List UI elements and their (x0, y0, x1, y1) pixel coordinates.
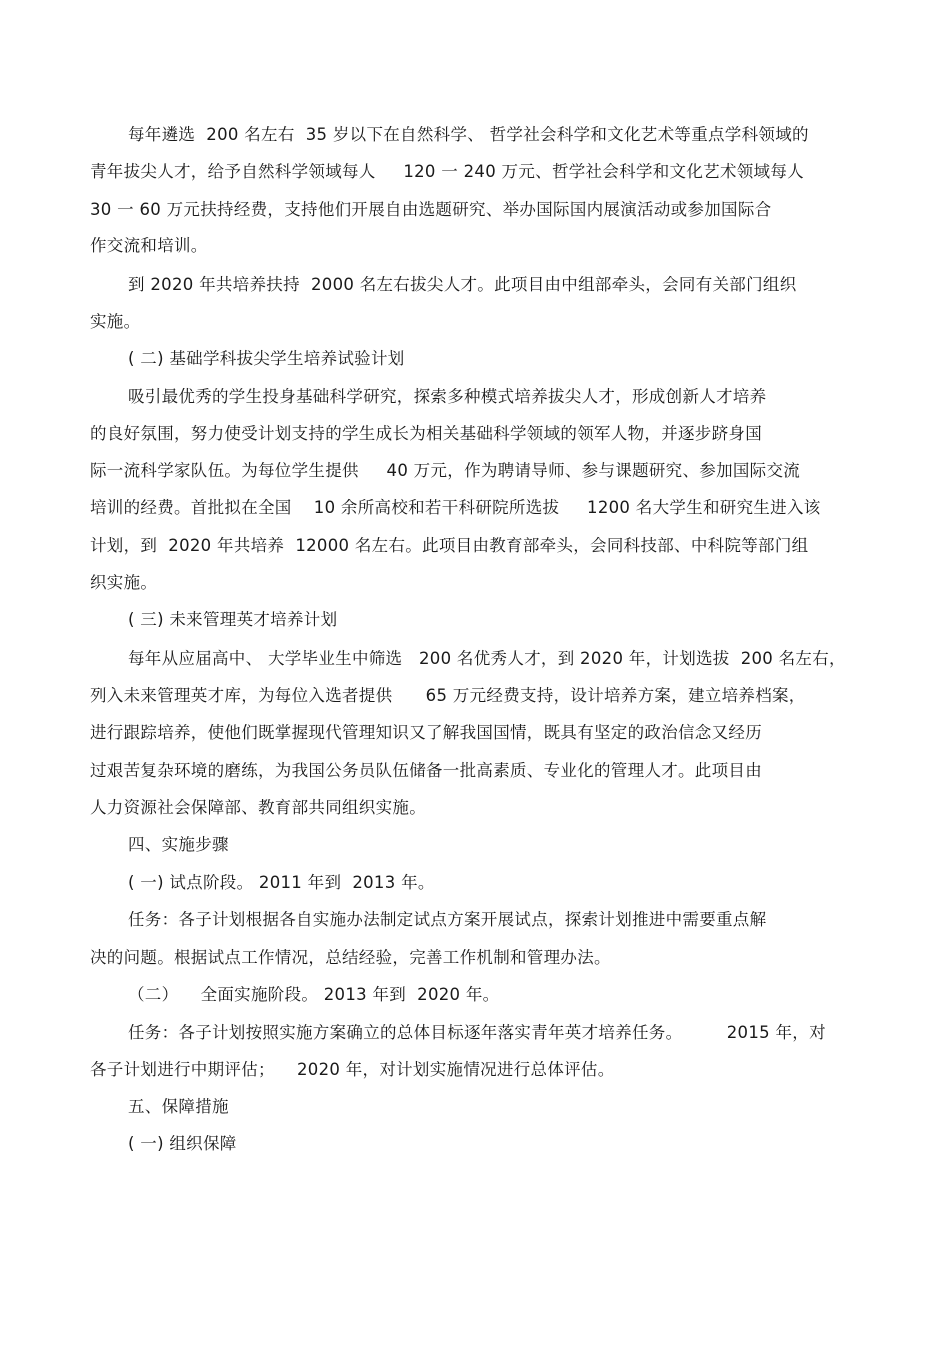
paragraph-line: 计划，到 2020 年共培养 12000 名左右。此项目由教育部牵头，会同科技部、中科院等部门组 (90, 536, 809, 555)
section-heading: 五、保障措施 (128, 1097, 229, 1116)
paragraph-line: 列入未来管理英才库，为每位入选者提供 65 万元经费支持，设计培养方案，建立培养档案， (90, 686, 806, 705)
section-heading: ( 一) 组织保障 (128, 1134, 237, 1153)
paragraph-line: 任务：各子计划根据各自实施办法制定试点方案开展试点，探索计划推进中需要重点解 (128, 910, 767, 929)
section-heading: ( 三) 未来管理英才培养计划 (128, 610, 338, 629)
paragraph-line: 到 2020 年共培养扶持 2000 名左右拔尖人才。此项目由中组部牵头，会同有关部门组织 (128, 275, 797, 294)
paragraph-line: 每年从应届高中、 大学毕业生中筛选 200 名优秀人才，到 2020 年，计划选拔 200 名左右， (128, 649, 846, 668)
paragraph-line: 织实施。 (90, 573, 158, 592)
paragraph-line: 人力资源社会保障部、教育部共同组织实施。 (90, 798, 426, 817)
paragraph-line: 各子计划进行中期评估； 2020 年，对计划实施情况进行总体评估。 (90, 1060, 615, 1079)
section-heading: （二） 全面实施阶段。 2013 年到 2020 年。 (128, 985, 500, 1004)
paragraph-line: 吸引最优秀的学生投身基础科学研究，探索多种模式培养拔尖人才，形成创新人才培养 (128, 387, 767, 406)
paragraph-line: 际一流科学家队伍。为每位学生提供 40 万元，作为聘请导师、参与课题研究、参加国际交流 (90, 461, 801, 480)
paragraph-line: 30 一 60 万元扶持经费，支持他们开展自由选题研究、举办国际国内展演活动或参加国际合 (90, 200, 772, 219)
paragraph-line: 实施。 (90, 312, 141, 331)
paragraph-line: 的良好氛围，努力使受计划支持的学生成长为相关基础科学领域的领军人物，并逐步跻身国 (90, 424, 762, 443)
paragraph-line: 培训的经费。首批拟在全国 10 余所高校和若干科研院所选拔 1200 名大学生和研究生进入该 (90, 498, 821, 517)
paragraph-line: 每年遴选 200 名左右 35 岁以下在自然科学、 哲学社会科学和文化艺术等重点学科领域的 (128, 125, 809, 144)
paragraph-line: 作交流和培训。 (90, 236, 208, 255)
paragraph-line: 青年拔尖人才，给予自然科学领域每人 120 一 240 万元、哲学社会科学和文化艺术领域每人 (90, 162, 804, 181)
section-heading: ( 二) 基础学科拔尖学生培养试验计划 (128, 349, 405, 368)
paragraph-line: 进行跟踪培养，使他们既掌握现代管理知识又了解我国国情，既具有坚定的政治信念又经历 (90, 723, 762, 742)
paragraph-line: 过艰苦复杂环境的磨练，为我国公务员队伍储备一批高素质、专业化的管理人才。此项目由 (90, 761, 762, 780)
paragraph-line: 任务：各子计划按照实施方案确立的总体目标逐年落实青年英才培养任务。 2015 年，对 (128, 1023, 826, 1042)
section-heading: 四、实施步骤 (128, 835, 229, 854)
paragraph-line: 决的问题。根据试点工作情况，总结经验，完善工作机制和管理办法。 (90, 948, 611, 967)
section-heading: ( 一) 试点阶段。 2011 年到 2013 年。 (128, 873, 435, 892)
